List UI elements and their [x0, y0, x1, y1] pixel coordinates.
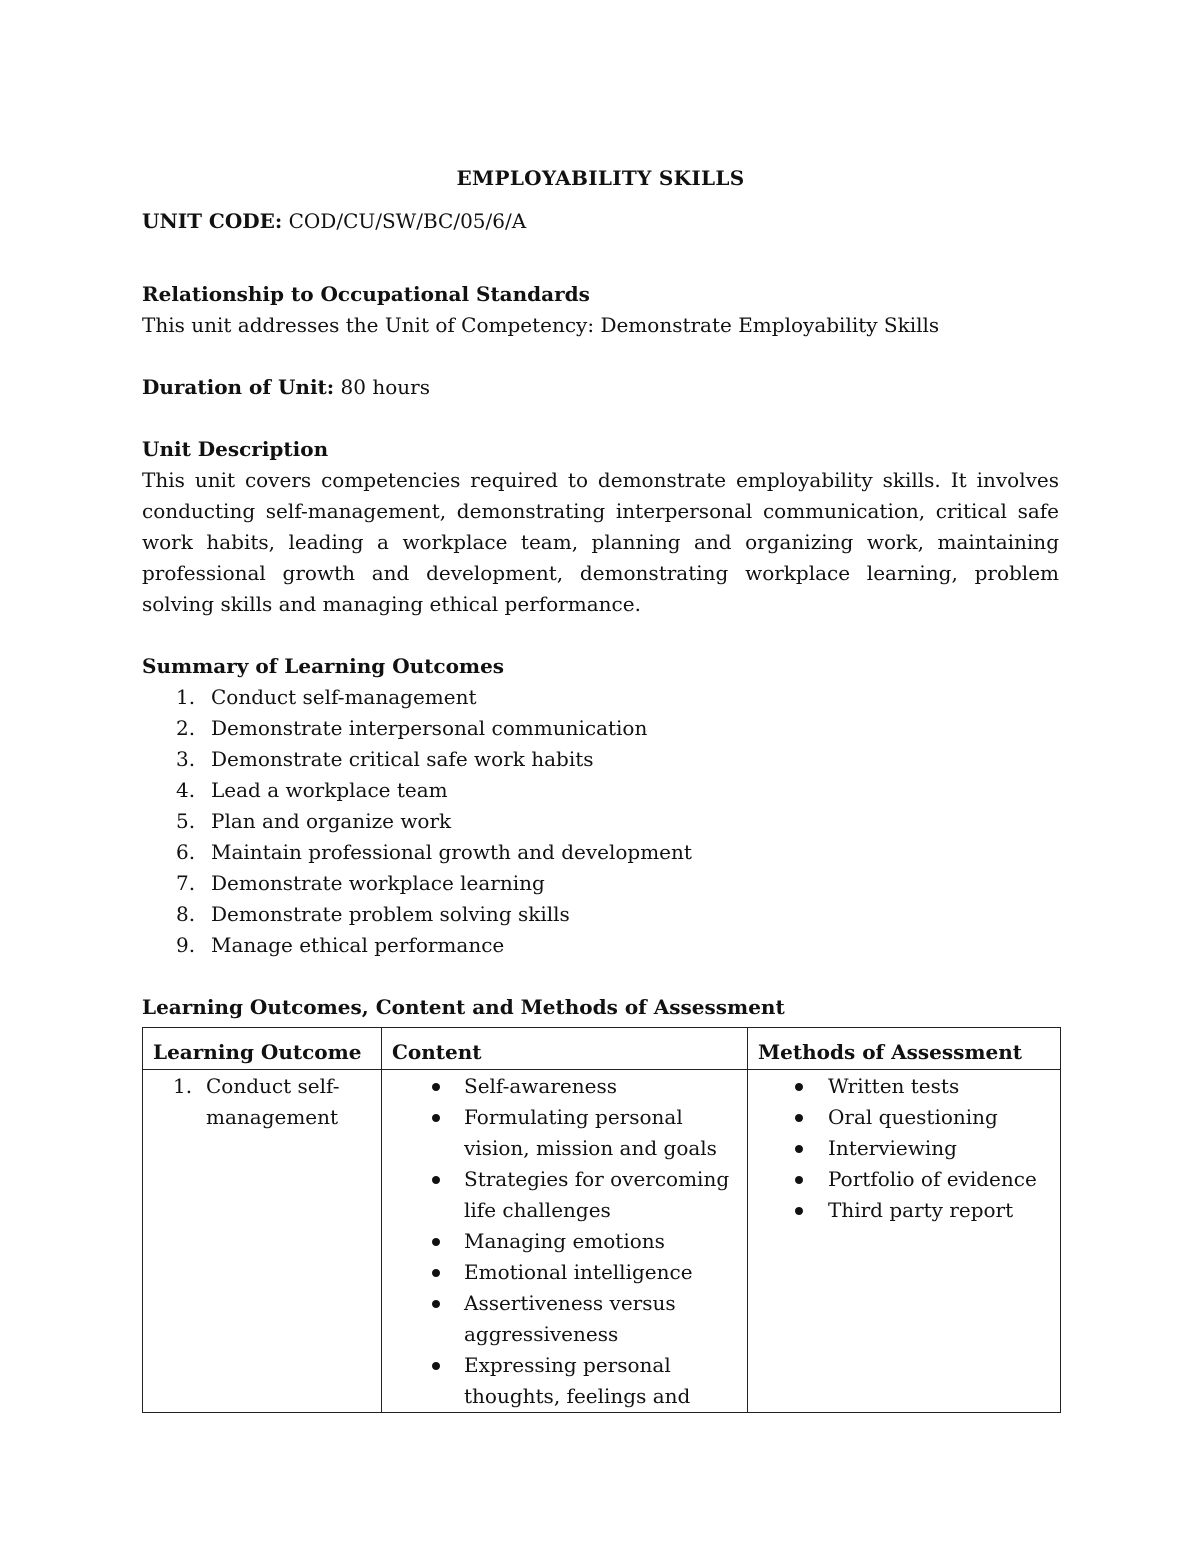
outcome-item: 1. Conduct self-management [173, 1074, 340, 1129]
column-header-content: Content [382, 1028, 748, 1070]
summary-section [142, 651, 1059, 961]
list-item: Oral questioning [758, 1102, 1052, 1133]
list-item: Portfolio of evidence [758, 1164, 1052, 1195]
duration-label: Duration of Unit: [142, 375, 335, 399]
list-item: Self-awareness [392, 1071, 739, 1102]
list-item: Assertiveness versus aggressiveness [392, 1288, 739, 1350]
methods-list [758, 1071, 1052, 1226]
outcome-cell [143, 1070, 382, 1413]
table-section [142, 992, 1059, 1023]
list-item: Interviewing [758, 1133, 1052, 1164]
column-header-methods: Methods of Assessment [748, 1028, 1061, 1070]
list-item: 3. Demonstrate critical safe work habits [176, 747, 594, 771]
list-item: 8. Demonstrate problem solving skills [176, 902, 570, 926]
relationship-heading: Relationship to Occupational Standards [142, 282, 590, 306]
relationship-section [142, 279, 1059, 341]
unit-code-line [142, 206, 1059, 237]
list-item: 9. Manage ethical performance [176, 933, 505, 957]
description-section [142, 434, 1059, 620]
list-item: Third party report [758, 1195, 1052, 1226]
list-item: 7. Demonstrate workplace learning [176, 871, 545, 895]
list-item: 5. Plan and organize work [176, 809, 452, 833]
relationship-text: This unit addresses the Unit of Competency: Demonstrate Employability Skills [142, 313, 940, 337]
description-text: This unit covers competencies required to demonstrate employability skills. It involves conducting self-management, demonstrating interpersonal communication, critical safe work habits, leading a workplace team, planning and organizing work, maintaining professional growth and development, demonstrating workplace learning, problem solving skills and managing ethical performance. [142, 468, 1059, 616]
summary-heading: Summary of Learning Outcomes [142, 654, 505, 678]
list-item: 2. Demonstrate interpersonal communication [176, 716, 648, 740]
document-title: EMPLOYABILITY SKILLS [456, 166, 745, 190]
table-heading: Learning Outcomes, Content and Methods of Assessment [142, 995, 785, 1019]
table-row [143, 1070, 1061, 1413]
list-item: 4. Lead a workplace team [176, 778, 448, 802]
list-item: Managing emotions [392, 1226, 739, 1257]
document-page [142, 163, 1059, 1023]
description-heading: Unit Description [142, 437, 329, 461]
duration-section [142, 372, 1059, 403]
list-item: Strategies for overcoming life challenges [392, 1164, 739, 1226]
list-item: Written tests [758, 1071, 1052, 1102]
duration-value: 80 hours [340, 375, 430, 399]
unit-code-label: UNIT CODE: [142, 209, 283, 233]
methods-cell [748, 1070, 1061, 1413]
content-list [392, 1071, 739, 1412]
learning-outcomes-table [142, 1027, 1061, 1413]
summary-list [142, 682, 1059, 961]
unit-code-value: COD/CU/SW/BC/05/6/A [288, 209, 527, 233]
table-header-row [143, 1028, 1061, 1070]
list-item: 1. Conduct self-management [176, 685, 477, 709]
list-item: Emotional intelligence [392, 1257, 739, 1288]
list-item: Expressing personal thoughts, feelings and [392, 1350, 739, 1412]
list-item: 6. Maintain professional growth and development [176, 840, 692, 864]
list-item: Formulating personal vision, mission and goals [392, 1102, 739, 1164]
content-cell [382, 1070, 748, 1413]
column-header-outcome: Learning Outcome [143, 1028, 382, 1070]
